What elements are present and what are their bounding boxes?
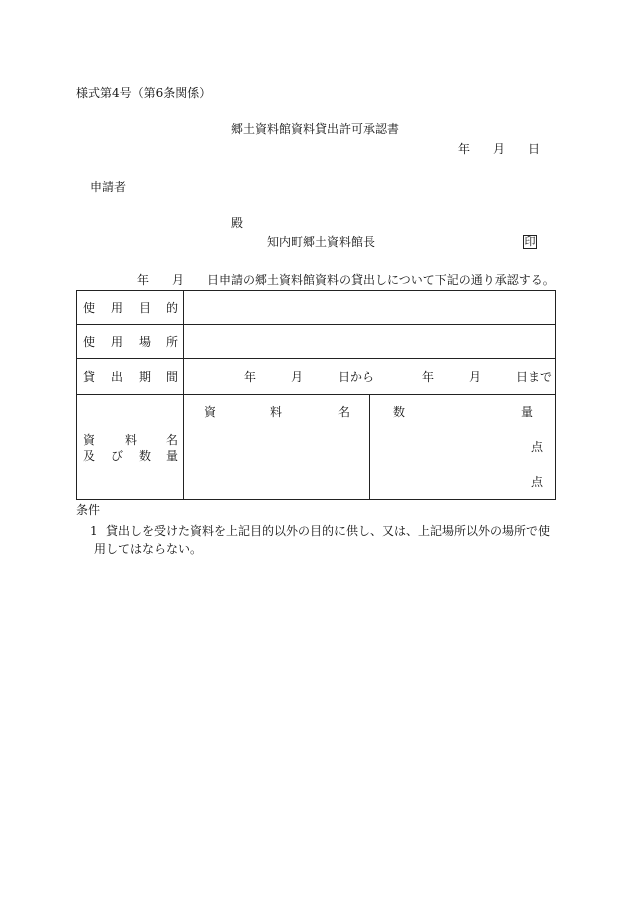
seal-mark: 印 <box>524 235 536 248</box>
label-purpose-3: 目 <box>139 301 152 315</box>
period-year-to: 年 <box>422 370 435 384</box>
issuer-name: 知内町郷土資料館長 <box>267 235 376 249</box>
label-quantity-2: び <box>111 449 124 463</box>
label-purpose-4: 的 <box>166 301 179 315</box>
applicant-label: 申請者 <box>90 180 127 194</box>
period-day-from: 日から <box>338 370 375 384</box>
label-period-2: 出 <box>111 370 124 384</box>
label-place-2: 用 <box>111 335 124 349</box>
date-month: 月 <box>493 142 506 156</box>
label-quantity-1: 及 <box>83 449 96 463</box>
form-number: 様式第4号（第6条関係） <box>76 86 212 100</box>
period-month-to: 月 <box>469 370 482 384</box>
intro-month: 月 <box>172 273 185 287</box>
label-period-1: 貸 <box>83 370 96 384</box>
label-purpose-1: 使 <box>83 301 96 315</box>
materials-header-1: 資 <box>204 405 217 419</box>
condition-number: 1 <box>90 524 98 538</box>
label-period-3: 期 <box>139 370 152 384</box>
condition-text-line1: 貸出しを受けた資料を上記目的以外の目的に供し、又は、上記場所以外の場所で使 <box>106 524 551 538</box>
label-materials-3: 名 <box>166 433 179 447</box>
honorific: 殿 <box>231 216 244 230</box>
quantity-header-1: 数 <box>393 405 406 419</box>
quantity-header-2: 量 <box>521 405 534 419</box>
loan-form-table <box>76 290 556 500</box>
date-year: 年 <box>458 142 471 156</box>
label-place-4: 所 <box>166 335 179 349</box>
conditions-label: 条件 <box>76 503 101 517</box>
date-day: 日 <box>528 142 541 156</box>
period-year-from: 年 <box>244 370 257 384</box>
label-purpose-2: 用 <box>111 301 124 315</box>
label-quantity-3: 数 <box>139 449 152 463</box>
materials-header-2: 料 <box>270 405 283 419</box>
label-place-1: 使 <box>83 335 96 349</box>
label-materials-2: 料 <box>125 433 138 447</box>
label-quantity-4: 量 <box>166 449 179 463</box>
materials-header-3: 名 <box>338 405 351 419</box>
label-materials-1: 資 <box>83 433 96 447</box>
document-title: 郷土資料館資料貸出許可承認書 <box>231 122 400 136</box>
intro-text: 日申請の郷土資料館資料の貸出しについて下記の通り承認する。 <box>207 273 555 287</box>
period-day-to: 日まで <box>516 370 553 384</box>
condition-text-line2: 用してはならない。 <box>94 542 203 556</box>
label-place-3: 場 <box>139 335 152 349</box>
label-period-4: 間 <box>166 370 179 384</box>
unit-label: 点 <box>531 475 544 489</box>
period-month-from: 月 <box>291 370 304 384</box>
intro-year: 年 <box>137 273 150 287</box>
unit-label: 点 <box>531 440 544 454</box>
